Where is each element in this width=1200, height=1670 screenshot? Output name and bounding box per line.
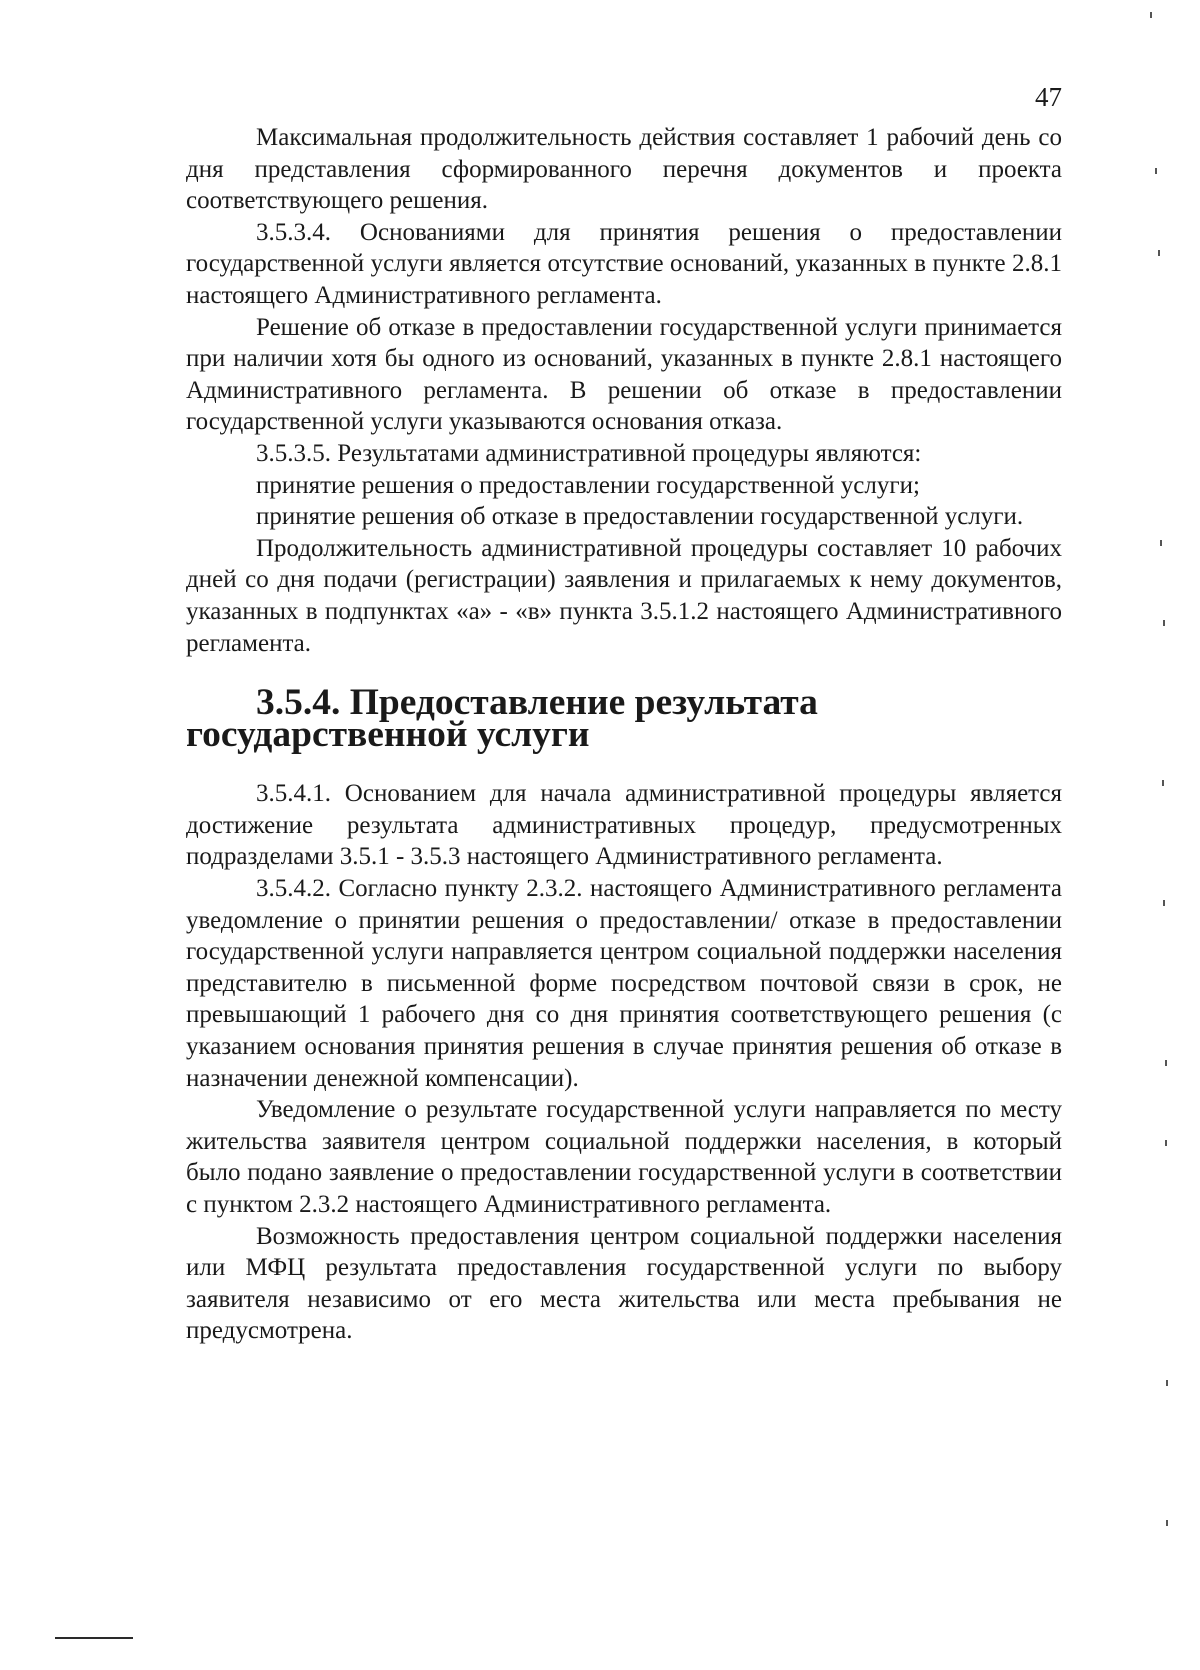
scan-speck bbox=[1155, 168, 1157, 174]
document-body bbox=[186, 122, 1062, 1347]
section-heading-3-5-4: 3.5.4. Предоставление результата государственной услуги bbox=[186, 682, 818, 755]
paragraph-extraterritorial: Возможность предоставления центром социальной поддержки населения или МФЦ результата предоставления государственной услуги по выбору заявителя независимо от его места жительства или места пребывания не предусмотрена. bbox=[186, 1222, 1062, 1345]
scan-speck bbox=[1150, 12, 1152, 18]
scan-speck bbox=[1163, 900, 1165, 906]
scan-speck bbox=[1162, 780, 1164, 786]
paragraph-3-5-3-4: 3.5.3.4. Основаниями для принятия решения о предоставлении государственной услуги является отсутствие оснований, указанных в пункте 2.8.1 настоящего Административного регламента. bbox=[186, 218, 1062, 309]
footer-rule bbox=[55, 1637, 133, 1639]
paragraph-notification: Уведомление о результате государственной услуги направляется по месту жительства заявителя центром социальной поддержки населения, в который было подано заявление о предоставлении государственной услуги в соответствии с пунктом 2.3.2 настоящего Административного регламента. bbox=[186, 1096, 1062, 1218]
scan-speck bbox=[1158, 250, 1160, 256]
scan-speck bbox=[1165, 1060, 1167, 1066]
scan-speck bbox=[1163, 620, 1165, 626]
paragraph-refusal-decision: Решение об отказе в предоставлении государственной услуги принимается при наличии хотя бы одного из оснований, указанных в пункте 2.8.1 настоящего Административного регламента. В решении об отказе в предоставлении государственной услуги указываются основания отказа. bbox=[186, 313, 1062, 436]
scan-speck bbox=[1165, 1140, 1167, 1146]
scan-speck bbox=[1166, 1520, 1168, 1526]
scan-speck bbox=[1160, 540, 1162, 546]
paragraph-3-5-4-1: 3.5.4.1. Основанием для начала административной процедуры является достижение результата административных процедур, предусмотренных подразделами 3.5.1 - 3.5.3 настоящего Административного регламента. bbox=[186, 780, 1062, 871]
paragraph-duration-1-day: Максимальная продолжительность действия составляет 1 рабочий день со дня представления сформированного перечня документов и проекта соответствующего решения. bbox=[186, 124, 1062, 215]
paragraph-3-5-4-2: 3.5.4.2. Согласно пункту 2.3.2. настоящего Административного регламента уведомление о принятии решения о предоставлении/ отказе в предоставлении государственной услуги направляется центром социальной поддержки населения представителю в письменной форме посредством почтовой связи в срок, не превышающий 1 рабочего дня со дня принятия соответствующего решения (с указанием основания принятия решения в случае принятия решения об отказе в назначении денежной компенсации). bbox=[186, 875, 1062, 1092]
page-number: 47 bbox=[1035, 82, 1062, 112]
paragraph-result-grant: принятие решения о предоставлении государственной услуги; bbox=[256, 471, 920, 499]
scan-speck bbox=[1166, 1380, 1168, 1386]
paragraph-duration-10-days: Продолжительность административной процедуры составляет 10 рабочих дней со дня подачи (регистрации) заявления и прилагаемых к нему документов, указанных в подпунктах «а» - «в» пункта 3.5.1.2 настоящего Административного регламента. bbox=[186, 534, 1062, 657]
paragraph-result-refusal: принятие решения об отказе в предоставлении государственной услуги. bbox=[256, 503, 1024, 531]
paragraph-3-5-3-5: 3.5.3.5. Результатами административной процедуры являются: bbox=[256, 439, 922, 467]
